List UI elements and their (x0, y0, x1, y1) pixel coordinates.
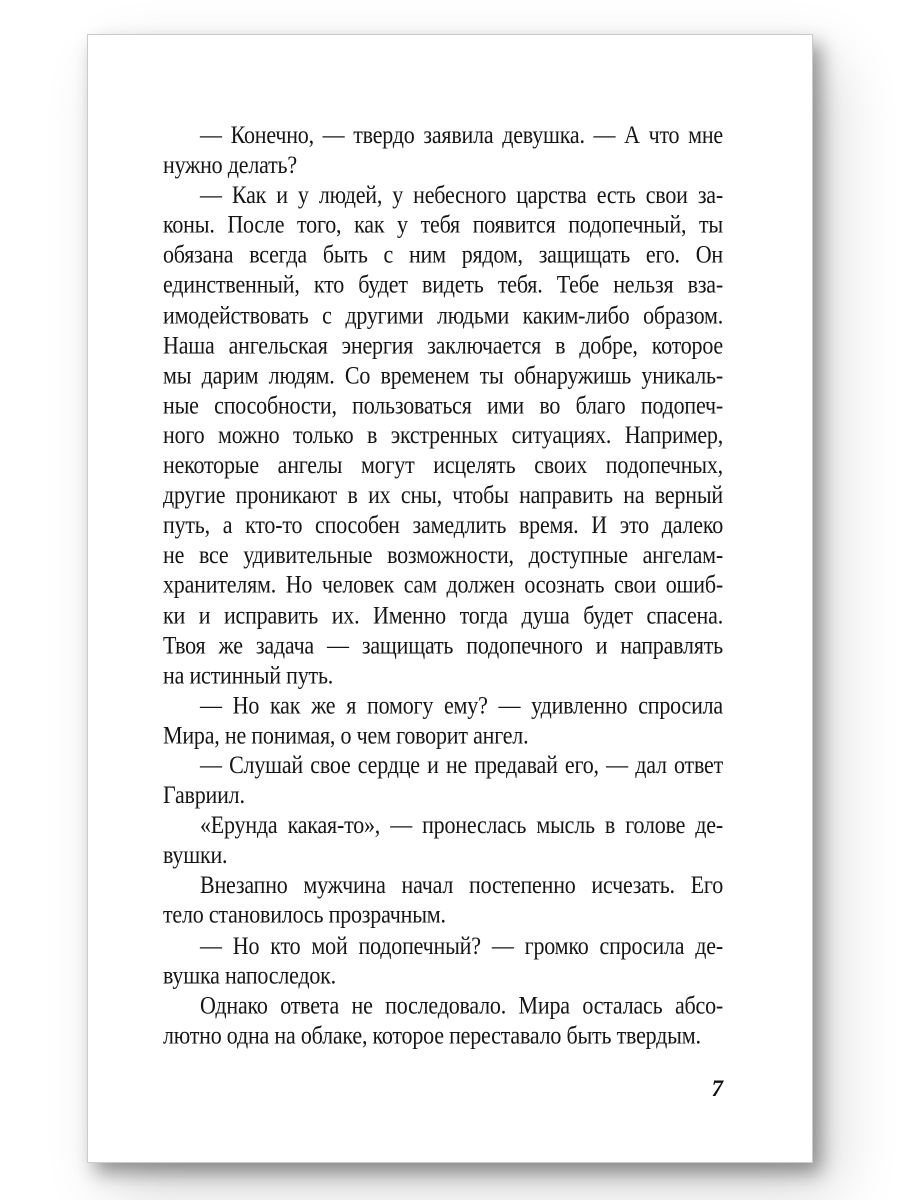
paragraph (163, 870, 723, 930)
text-line: ные способности, пользоваться ими во благо подопеч- (163, 390, 723, 419)
text-line: другие проникают в их сны, чтобы направить на верный (163, 480, 723, 509)
paragraph (163, 690, 723, 750)
text-line: мы дарим людям. Со временем ты обнаружишь уникаль- (163, 360, 723, 389)
text-line: единственный, кто будет видеть тебя. Тебе нельзя вза- (163, 270, 723, 299)
text-line: «Ерунда какая-то», — пронеслась мысль в голове де- (200, 810, 723, 839)
text-line: обязана всегда быть с ним рядом, защищать его. Он (163, 240, 723, 269)
book-page (87, 34, 813, 1163)
paragraph (163, 180, 723, 690)
text-line: не все удивительные возможности, доступные ангелам- (163, 540, 723, 569)
text-line: — Но как же я помогу ему? — удивленно спросила (200, 690, 723, 719)
paragraph (163, 990, 723, 1050)
paragraph (163, 750, 723, 810)
text-line: имодействовать с другими людьми каким-либо образом. (163, 300, 723, 329)
text-line: — Слушай свое сердце и не предавай его, — дал ответ (200, 750, 723, 779)
text-line: коны. После того, как у тебя появится подопечный, ты (163, 210, 723, 239)
page-number: 7 (711, 1076, 723, 1101)
text-line: на истинный путь. (163, 660, 334, 689)
text-line: путь, а кто-то способен замедлить время. И это далеко (163, 510, 723, 539)
text-line: вушка напоследок. (163, 960, 336, 989)
text-line: тело становилось прозрачным. (163, 900, 446, 929)
text-line: ного можно только в экстренных ситуациях. Например, (163, 420, 723, 449)
page-text (163, 120, 723, 1050)
text-line: Гавриил. (163, 780, 245, 809)
text-line: Твоя же задача — защищать подопечного и направлять (163, 630, 723, 659)
text-line: вушки. (163, 840, 228, 869)
paragraph (163, 810, 723, 870)
text-line: Наша ангельская энергия заключается в добре, которое (163, 330, 723, 359)
text-line: ки и исправить их. Именно тогда душа будет спасена. (163, 600, 723, 629)
text-line: Внезапно мужчина начал постепенно исчезать. Его (200, 870, 723, 899)
text-line: — Конечно, — твердо заявила девушка. — А что мне (200, 120, 723, 149)
text-line: Однако ответа не последовало. Мира осталась абсо- (200, 990, 723, 1019)
paragraph (163, 120, 723, 180)
text-line: некоторые ангелы могут исцелять своих подопечных, (163, 450, 723, 479)
text-line: лютно одна на облаке, которое переставало быть твердым. (163, 1020, 701, 1049)
text-line: хранителям. Но человек сам должен осознать свои ошиб- (163, 570, 723, 599)
text-line: — Но кто мой подопечный? — громко спросила де- (200, 930, 723, 959)
text-line: нужно делать? (163, 150, 297, 179)
text-line: — Как и у людей, у небесного царства есть свои за- (200, 180, 723, 209)
paragraph (163, 930, 723, 990)
text-line: Мира, не понимая, о чем говорит ангел. (163, 720, 529, 749)
